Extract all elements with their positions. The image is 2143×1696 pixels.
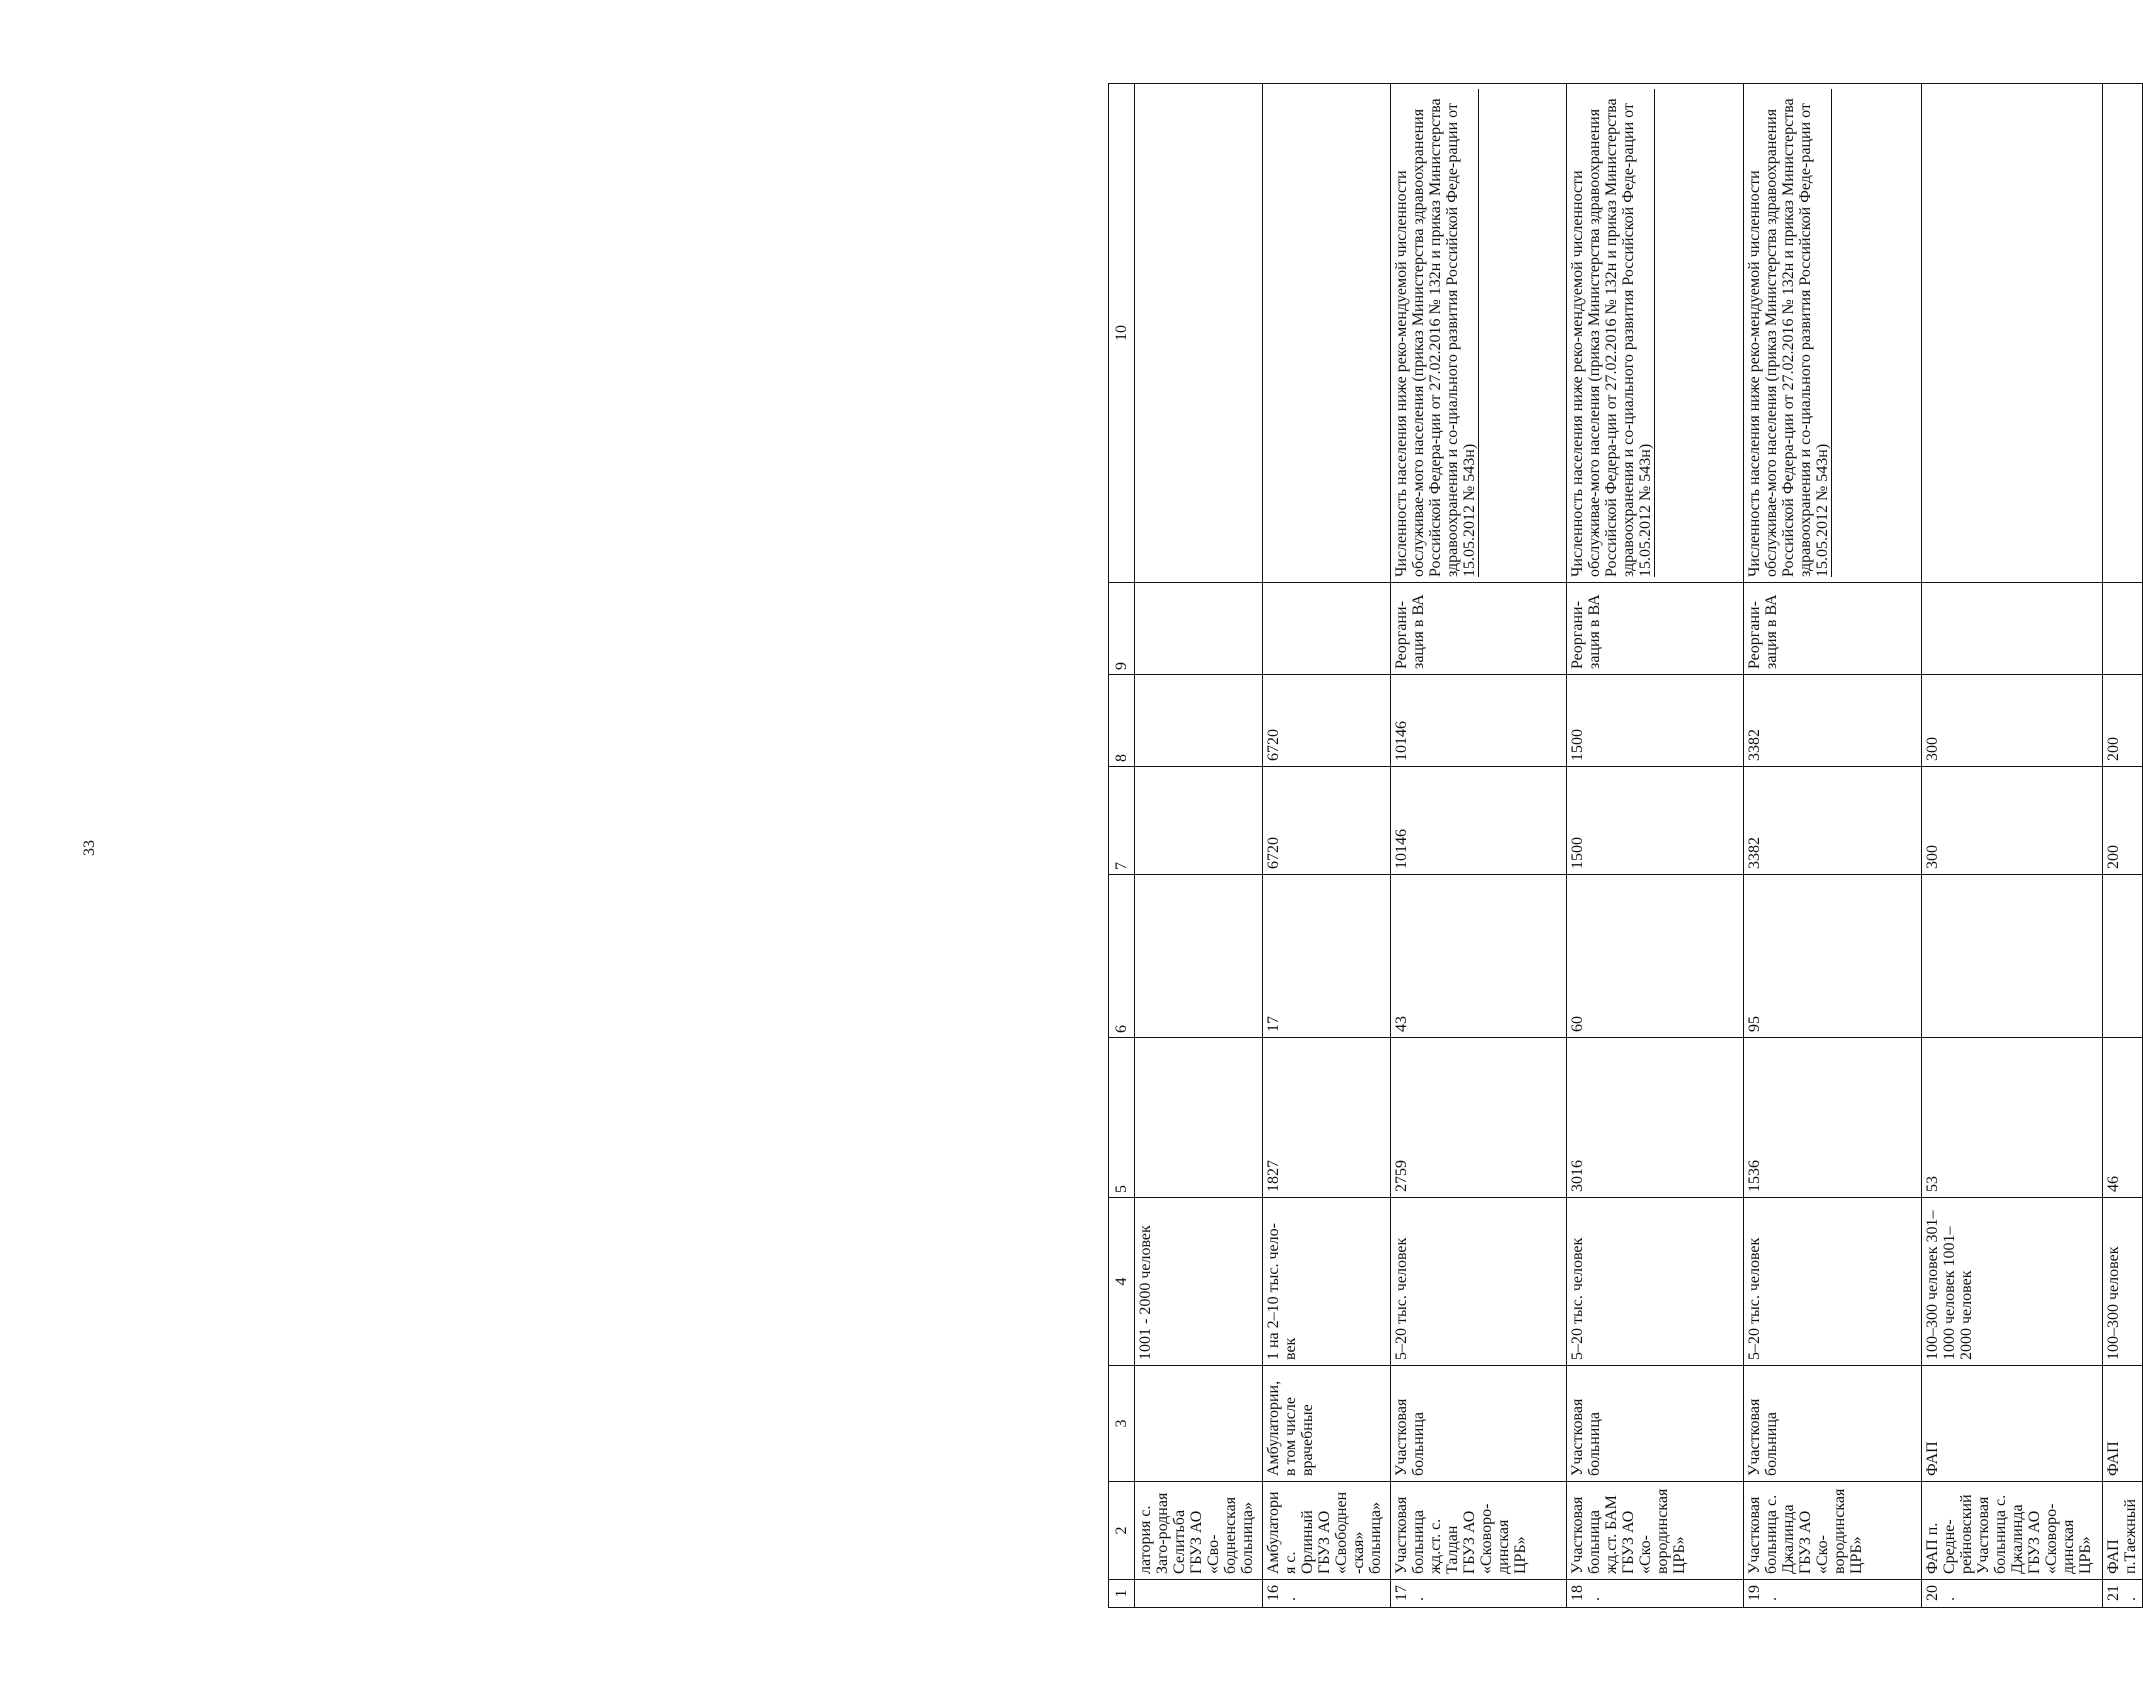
header-cell: 7: [1109, 767, 1135, 875]
col9-cell: Реоргани-зация в ВА: [1744, 583, 1922, 675]
note-text: Численность населения ниже реко-мендуемой численности обслуживае-мого населения (приказ Министерства здравоохранения Российской Федера-ции от 27.02.2016 № 132н и приказ Министерства здравоохранения и со-циального развития Российской Феде-рации от 15.05.2012 № 543н): [1393, 89, 1479, 577]
table-row: [1921, 84, 2102, 1608]
note-text: Численность населения ниже реко-мендуемой численности обслуживае-мого населения (приказ Министерства здравоохранения Российской Федера-ции от 27.02.2016 № 132н и приказ Министерства здравоохранения и со-циального развития Российской Феде-рации от 15.05.2012 № 543н): [1746, 89, 1832, 577]
col6-cell: 60: [1566, 875, 1744, 1038]
col5-cell: 2759: [1390, 1038, 1566, 1198]
col6-cell: 95: [1744, 875, 1922, 1038]
facility-type-cell: ФАП: [2102, 1366, 2142, 1482]
header-cell: 10: [1109, 84, 1135, 583]
col7-cell: [1134, 767, 1262, 875]
row-number: 16.: [1262, 1580, 1390, 1608]
norm-cell: 100–300 человек: [2102, 1198, 2142, 1366]
col9-cell: Реоргани-зация в ВА: [1390, 583, 1566, 675]
header-cell: 4: [1109, 1198, 1135, 1366]
col6-cell: [1134, 875, 1262, 1038]
table-row: [2102, 84, 2142, 1608]
table-row: [1566, 84, 1744, 1608]
header-cell: 8: [1109, 675, 1135, 767]
facility-name-cell: Участковая больница с. Джалинда ГБУЗ АО «Ско-вородинская ЦРБ»: [1744, 1482, 1922, 1580]
note-cell: [1921, 84, 2102, 583]
col9-cell: [2102, 583, 2142, 675]
facility-name-cell: латория с. Заго-родная Селитьба ГБУЗ АО «Сво-бодненская больница»: [1134, 1482, 1262, 1580]
col7-cell: 300: [1921, 767, 2102, 875]
page-number: 33: [81, 840, 98, 856]
facility-name-cell: Участковая больница жд.ст. БАМ ГБУЗ АО «Ско-вородинская ЦРБ»: [1566, 1482, 1744, 1580]
col7-cell: 6720: [1262, 767, 1390, 875]
row-number: 19.: [1744, 1580, 1922, 1608]
row-number: 20.: [1921, 1580, 2102, 1608]
col7-cell: 1500: [1566, 767, 1744, 875]
col9-cell: [1921, 583, 2102, 675]
col5-cell: 1536: [1744, 1038, 1922, 1198]
col9-cell: [1262, 583, 1390, 675]
table-header-row: [1109, 84, 1135, 1608]
col8-cell: 3382: [1744, 675, 1922, 767]
facility-type-cell: Амбулатории, в том числе врачебные: [1262, 1366, 1390, 1482]
facility-type-cell: Участковая больница: [1744, 1366, 1922, 1482]
col6-cell: 43: [1390, 875, 1566, 1038]
col5-cell: 1827: [1262, 1038, 1390, 1198]
col7-cell: 3382: [1744, 767, 1922, 875]
norm-cell: 5–20 тыс. человек: [1390, 1198, 1566, 1366]
note-cell: [1262, 84, 1390, 583]
note-cell: [2102, 84, 2142, 583]
table-row: [1390, 84, 1566, 1608]
row-number: 21.: [2102, 1580, 2142, 1608]
col9-cell: [1134, 583, 1262, 675]
header-cell: 9: [1109, 583, 1135, 675]
facility-type-cell: Участковая больница: [1390, 1366, 1566, 1482]
table-row: [1134, 84, 1262, 1608]
header-cell: 6: [1109, 875, 1135, 1038]
table-row: [1744, 84, 1922, 1608]
col8-cell: 10146: [1390, 675, 1566, 767]
facility-name-cell: ФАП п. Средне-рейновский Участковая больница с. Джалинда ГБУЗ АО «Сковоро-динская ЦРБ»: [1921, 1482, 2102, 1580]
facility-type-cell: ФАП: [1921, 1366, 2102, 1482]
note-cell: [1134, 84, 1262, 583]
note-cell: [1566, 84, 1744, 583]
col7-cell: 200: [2102, 767, 2142, 875]
col9-cell: Реоргани-зация в ВА: [1566, 583, 1744, 675]
col8-cell: 300: [1921, 675, 2102, 767]
facility-name-cell: Участковая больница жд.ст. с. Талдан ГБУЗ АО «Сковоро-динская ЦРБ»: [1390, 1482, 1566, 1580]
col6-cell: [1921, 875, 2102, 1038]
norm-cell: 1001 - 2000 человек: [1134, 1198, 1262, 1366]
col8-cell: 1500: [1566, 675, 1744, 767]
norm-cell: 5–20 тыс. человек: [1566, 1198, 1744, 1366]
col6-cell: [2102, 875, 2142, 1038]
norm-cell: 100–300 человек 301–1000 человек 1001–2000 человек: [1921, 1198, 2102, 1366]
col6-cell: 17: [1262, 875, 1390, 1038]
row-number: 17.: [1390, 1580, 1566, 1608]
col5-cell: 3016: [1566, 1038, 1744, 1198]
facility-name-cell: ФАП п.Таежный: [2102, 1482, 2142, 1580]
hospital-network-table: [1108, 83, 2143, 1608]
col8-cell: 200: [2102, 675, 2142, 767]
col8-cell: [1134, 675, 1262, 767]
header-cell: 3: [1109, 1366, 1135, 1482]
header-cell: 5: [1109, 1038, 1135, 1198]
norm-cell: 5–20 тыс. человек: [1744, 1198, 1922, 1366]
note-cell: [1744, 84, 1922, 583]
header-cell: 1: [1109, 1580, 1135, 1608]
facility-type-cell: [1134, 1366, 1262, 1482]
row-number: 18.: [1566, 1580, 1744, 1608]
row-number: [1134, 1580, 1262, 1608]
facility-name-cell: Амбулатория с. Орлиный ГБУЗ АО «Свободнен-ская» больница»: [1262, 1482, 1390, 1580]
col5-cell: [1134, 1038, 1262, 1198]
facility-type-cell: Участковая больница: [1566, 1366, 1744, 1482]
note-text: Численность населения ниже реко-мендуемой численности обслуживае-мого населения (приказ Министерства здравоохранения Российской Федера-ции от 27.02.2016 № 132н и приказ Министерства здравоохранения и со-циального развития Российской Феде-рации от 15.05.2012 № 543н): [1569, 89, 1655, 577]
header-cell: 2: [1109, 1482, 1135, 1580]
col8-cell: 6720: [1262, 675, 1390, 767]
col7-cell: 10146: [1390, 767, 1566, 875]
col5-cell: 46: [2102, 1038, 2142, 1198]
table-row: [1262, 84, 1390, 1608]
col5-cell: 53: [1921, 1038, 2102, 1198]
rotated-table-container: [1108, 84, 2143, 1608]
norm-cell: 1 на 2–10 тыс. чело-век: [1262, 1198, 1390, 1366]
note-cell: [1390, 84, 1566, 583]
